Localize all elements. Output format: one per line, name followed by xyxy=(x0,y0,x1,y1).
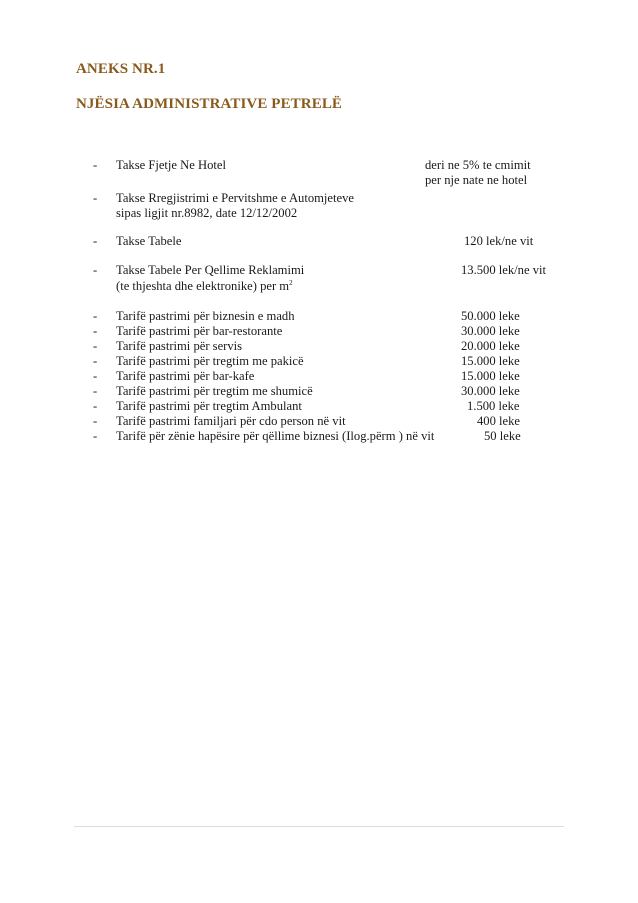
fee-value: 13.500 lek/ne vit xyxy=(461,263,546,277)
fee-label-cont xyxy=(116,279,293,294)
tariff-row xyxy=(0,414,638,429)
tariff-value: 400 leke xyxy=(477,414,521,428)
fee-label-text: (te thjeshta dhe elektronike) per m xyxy=(116,279,290,293)
tariff-label: Tarifë pastrimi për tregtim me pakicë xyxy=(116,354,304,368)
tariff-label: Tarifë pastrimi për servis xyxy=(116,339,243,353)
tariff-value: 15.000 leke xyxy=(461,369,520,383)
tariff-label: Tarifë pastrimi për bar-restorante xyxy=(116,324,283,338)
tariff-row xyxy=(0,369,638,384)
list-dash: - xyxy=(93,158,98,172)
list-dash: - xyxy=(93,354,98,368)
fee-row-hotel-cont xyxy=(0,173,638,188)
list-dash: - xyxy=(93,414,98,428)
fee-row-registration-cont xyxy=(0,206,638,221)
fee-row-advert-cont xyxy=(0,279,638,294)
tariff-value: 30.000 leke xyxy=(461,324,520,338)
list-dash: - xyxy=(93,309,98,323)
tariff-value: 50 leke xyxy=(484,429,521,443)
tariff-row xyxy=(0,339,638,354)
fee-row-advert xyxy=(0,263,638,278)
tariff-label: Tarifë për zënie hapësire për qëllime biznesi (Ilog.përm ) në vit xyxy=(116,429,435,443)
tariff-label: Tarifë pastrimi për bar-kafe xyxy=(116,369,255,383)
list-dash: - xyxy=(93,263,98,277)
tariff-label: Tarifë pastrimi për biznesin e madh xyxy=(116,309,295,323)
tariff-row xyxy=(0,324,638,339)
list-dash: - xyxy=(93,191,98,205)
tariff-label: Tarifë pastrimi për tregtim me shumicë xyxy=(116,384,313,398)
tariff-value: 30.000 leke xyxy=(461,384,520,398)
fee-row-signs xyxy=(0,234,638,249)
tariff-label: Tarifë pastrimi për tregtim Ambulant xyxy=(116,399,302,413)
fee-value: deri ne 5% te cmimit xyxy=(425,158,531,172)
fee-row-hotel xyxy=(0,158,638,173)
tariff-value: 15.000 leke xyxy=(461,354,520,368)
fee-label: Takse Tabele xyxy=(116,234,182,248)
tariff-label: Tarifë pastrimi familjari për cdo person në vit xyxy=(116,414,346,428)
tariff-value: 1.500 leke xyxy=(467,399,520,413)
tariff-row xyxy=(0,354,638,369)
list-dash: - xyxy=(93,324,98,338)
administrative-unit-title: NJËSIA ADMINISTRATIVE PETRELË xyxy=(76,96,343,112)
annex-title: ANEKS NR.1 xyxy=(76,61,166,77)
fee-label: Takse Tabele Per Qellime Reklamimi xyxy=(116,263,305,277)
tariff-value: 20.000 leke xyxy=(461,339,520,353)
tariff-value: 50.000 leke xyxy=(461,309,520,323)
list-dash: - xyxy=(93,234,98,248)
tariff-row xyxy=(0,309,638,324)
list-dash: - xyxy=(93,369,98,383)
fee-value: 120 lek/ne vit xyxy=(464,234,534,248)
fee-label: Takse Rregjistrimi e Pervitshme e Automjeteve xyxy=(116,191,354,205)
tariff-row xyxy=(0,399,638,414)
page-footer-divider xyxy=(74,826,564,827)
list-dash: - xyxy=(93,399,98,413)
list-dash: - xyxy=(93,384,98,398)
fee-label: Takse Fjetje Ne Hotel xyxy=(116,158,226,172)
fee-label-cont: sipas ligjit nr.8982, date 12/12/2002 xyxy=(116,206,298,220)
list-dash: - xyxy=(93,339,98,353)
list-dash: - xyxy=(93,429,98,443)
superscript-unit: 2 xyxy=(289,279,293,287)
fee-row-registration xyxy=(0,191,638,206)
tariff-row xyxy=(0,384,638,399)
fee-value-cont: per nje nate ne hotel xyxy=(425,173,528,187)
tariff-row xyxy=(0,429,638,444)
